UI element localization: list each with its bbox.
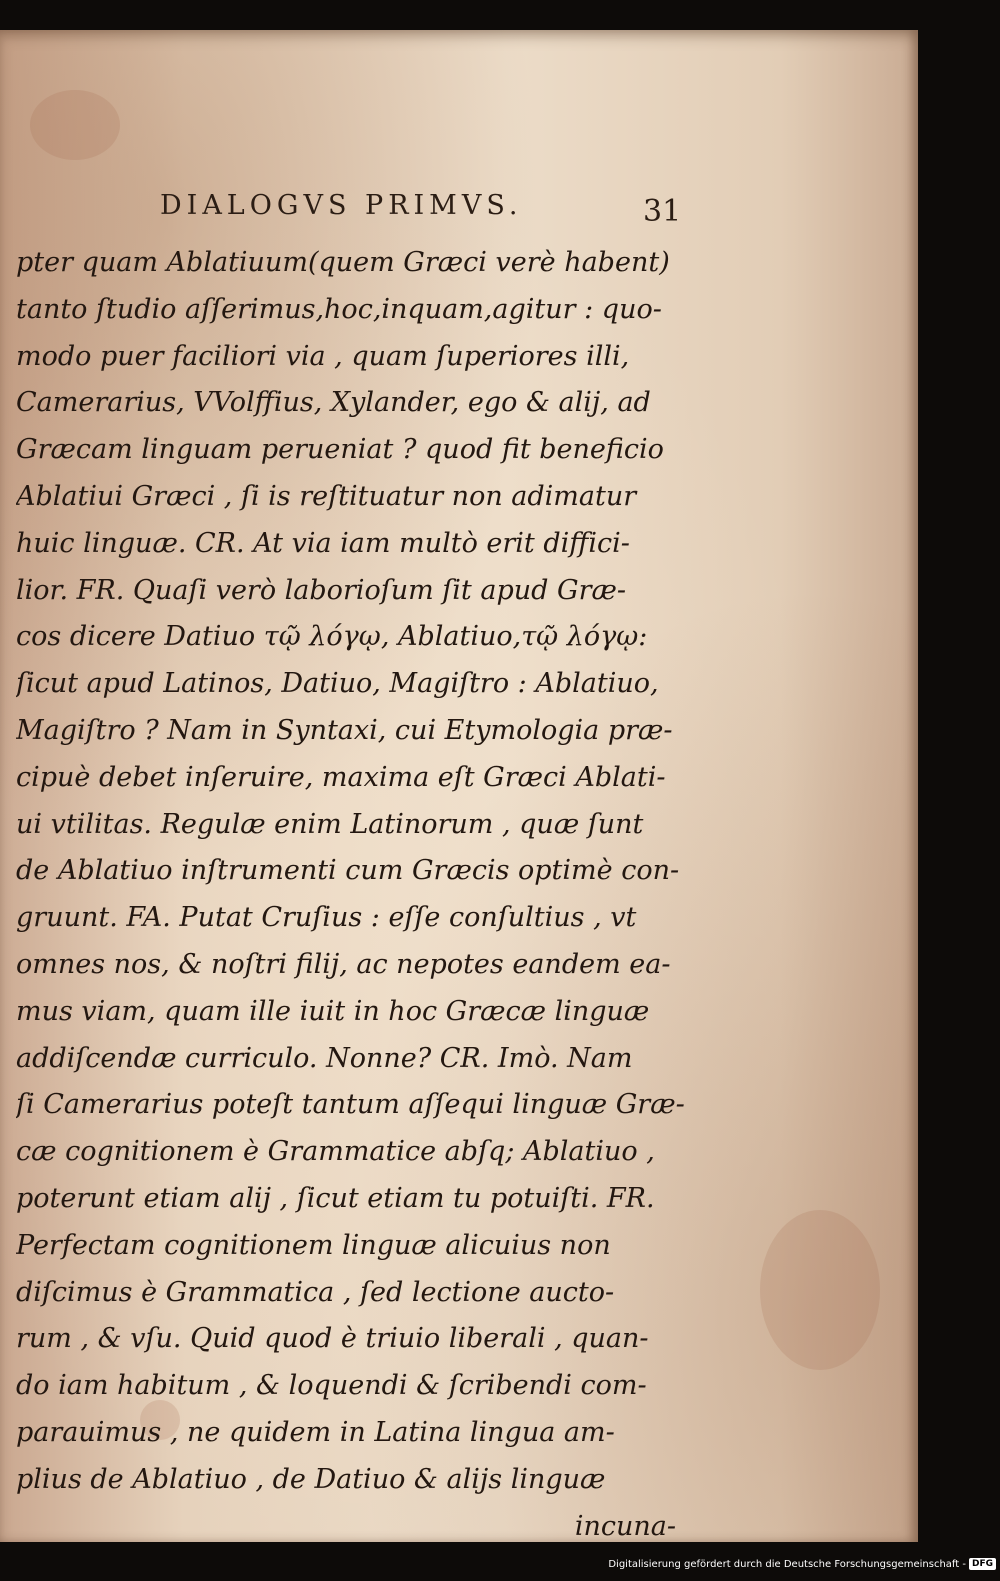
text-line: modo puer faciliori via , quam ſuperiores illi, xyxy=(16,340,630,372)
digitization-credit xyxy=(608,1549,996,1579)
text-line: ſicut apud Latinos, Datiuo, Magiſtro : Ablatiuo, xyxy=(16,668,659,700)
text-line: rum , & vſu. Quid quod è triuio liberali , quan- xyxy=(16,1323,649,1355)
text-line: Græcam linguam perueniat ? quod fit beneficio xyxy=(16,434,664,466)
paper-stain xyxy=(760,1210,880,1370)
text-line: parauimus , ne quidem in Latina lingua am- xyxy=(16,1416,615,1448)
text-line: Perfectam cognitionem linguæ alicuius non xyxy=(16,1229,611,1261)
page-number: 31 xyxy=(643,194,682,229)
text-line: tanto ſtudio aſſerimus,hoc,inquam,agitur : quo- xyxy=(16,293,662,325)
text-line: cæ cognitionem è Grammatice abſq; Ablatiuo , xyxy=(16,1136,655,1168)
text-line: Magiſtro ? Nam in Syntaxi, cui Etymologia præ- xyxy=(16,714,673,746)
text-line: gruunt. FA. Putat Cruſius : eſſe conſultius , vt xyxy=(16,902,637,934)
catchword: incuna- xyxy=(574,1510,676,1542)
text-line: cos dicere Datiuo τῷ λόγῳ, Ablatiuo,τῷ λόγῳ: xyxy=(16,621,648,653)
text-line: mus viam, quam ille iuit in hoc Græcæ linguæ xyxy=(16,995,650,1027)
dfg-logo-icon: DFG xyxy=(969,1558,996,1570)
running-head: DIALOGVS PRIMVS. xyxy=(160,190,523,221)
text-line: plius de Ablatiuo , de Datiuo & alijs linguæ xyxy=(16,1463,606,1495)
text-line: pter quam Ablatiuum(quem Græci verè habent) xyxy=(16,247,670,278)
text-line: diſcimus è Grammatica , ſed lectione aucto- xyxy=(16,1276,615,1308)
text-line: de Ablatiuo inſtrumenti cum Græcis optimè con- xyxy=(16,855,680,887)
book-page xyxy=(0,30,918,1542)
text-line: Camerarius, VVolffius, Xylander, ego & alij, ad xyxy=(16,387,651,419)
text-line: ui vtilitas. Regulæ enim Latinorum , quæ ſunt xyxy=(16,808,644,840)
text-line: do iam habitum , & loquendi & ſcribendi com- xyxy=(16,1370,647,1402)
credit-text: Digitalisierung gefördert durch die Deutsche Forschungsgemeinschaft - xyxy=(608,1558,966,1570)
text-line: cipuè debet inſeruire, maxima eſt Græci Ablati- xyxy=(16,761,666,793)
text-line: addiſcendæ curriculo. Nonne? CR. Imò. Nam xyxy=(16,1042,633,1074)
text-line: poterunt etiam alij , ſicut etiam tu potuiſti. FR. xyxy=(16,1182,655,1214)
body-text xyxy=(16,240,716,1550)
text-line: Ablatiui Græci , ſi is reſtituatur non adimatur xyxy=(16,480,637,512)
text-line: ſi Camerarius poteſt tantum aſſequi linguæ Græ- xyxy=(16,1089,685,1121)
text-line: omnes nos, & noſtri filij, ac nepotes eandem ea- xyxy=(16,948,671,980)
paper-stain xyxy=(30,90,120,160)
text-line: huic linguæ. CR. At via iam multò erit diffici- xyxy=(16,527,630,559)
text-line: lior. FR. Quaſi verò laborioſum ſit apud Græ- xyxy=(16,574,626,606)
